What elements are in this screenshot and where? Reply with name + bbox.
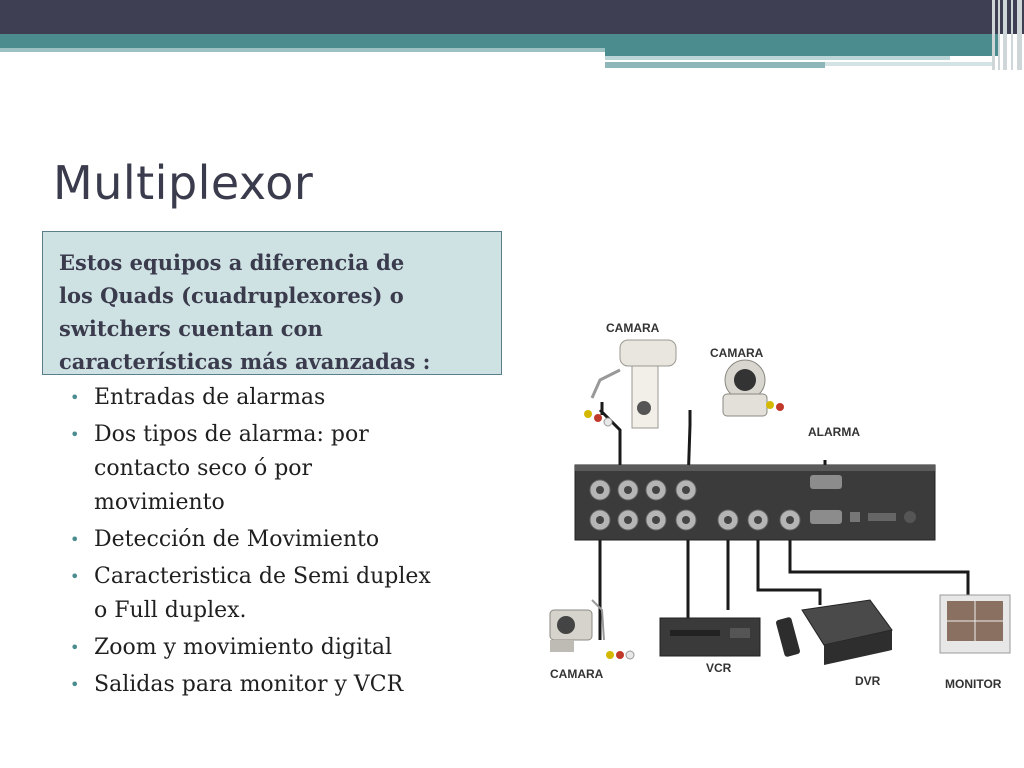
- header-step-bar: [605, 62, 825, 68]
- alarma-label: ALARMA: [808, 425, 860, 439]
- bullet-list: [68, 381, 508, 705]
- dvr-label: DVR: [855, 674, 881, 688]
- bullet-icon: •: [70, 638, 80, 657]
- camara-label: CAMARA: [606, 321, 660, 335]
- list-item: • Detección de Movimiento: [68, 523, 508, 557]
- header-dark-bar: [0, 0, 1024, 34]
- bullet-icon: •: [70, 567, 80, 586]
- header-vertical-stripes: [990, 0, 1024, 70]
- list-item: • Salidas para monitor y VCR: [68, 668, 508, 702]
- header-step-bar: [605, 56, 950, 60]
- bullet-icon: •: [70, 425, 80, 444]
- camera-icon: [550, 600, 634, 659]
- camara-label: CAMARA: [710, 346, 764, 360]
- bullet-icon: •: [70, 530, 80, 549]
- intro-box: [42, 231, 502, 375]
- monitor-label: MONITOR: [945, 677, 1002, 691]
- camera-icon: [723, 360, 784, 416]
- vcr-icon: [660, 618, 760, 656]
- slide-title: Multiplexor: [53, 156, 314, 210]
- list-item: • Entradas de alarmas: [68, 381, 508, 415]
- camara-label: CAMARA: [550, 667, 604, 681]
- header-teal-bar: [0, 34, 1000, 48]
- header-step-bar: [825, 62, 995, 66]
- list-item: • Dos tipos de alarma: por contacto seco ó por movimiento: [68, 418, 508, 520]
- camera-icon: [584, 340, 676, 428]
- monitor-icon: [940, 595, 1010, 653]
- dvr-icon: [775, 600, 892, 665]
- bullet-icon: •: [70, 388, 80, 407]
- list-item: • Caracteristica de Semi duplex o Full duplex.: [68, 560, 508, 628]
- intro-text: Estos equipos a diferencia de los Quads (cuadruplexores) o switchers cuentan con características más avanzadas :: [59, 250, 431, 374]
- multiplexer-diagram: [540, 310, 1024, 710]
- vcr-label: VCR: [706, 661, 732, 675]
- list-item: • Zoom y movimiento digital: [68, 631, 508, 665]
- bullet-icon: •: [70, 675, 80, 694]
- multiplexer-panel: [575, 465, 935, 540]
- header-step-bar: [605, 48, 1000, 56]
- header-light-bar: [0, 48, 605, 52]
